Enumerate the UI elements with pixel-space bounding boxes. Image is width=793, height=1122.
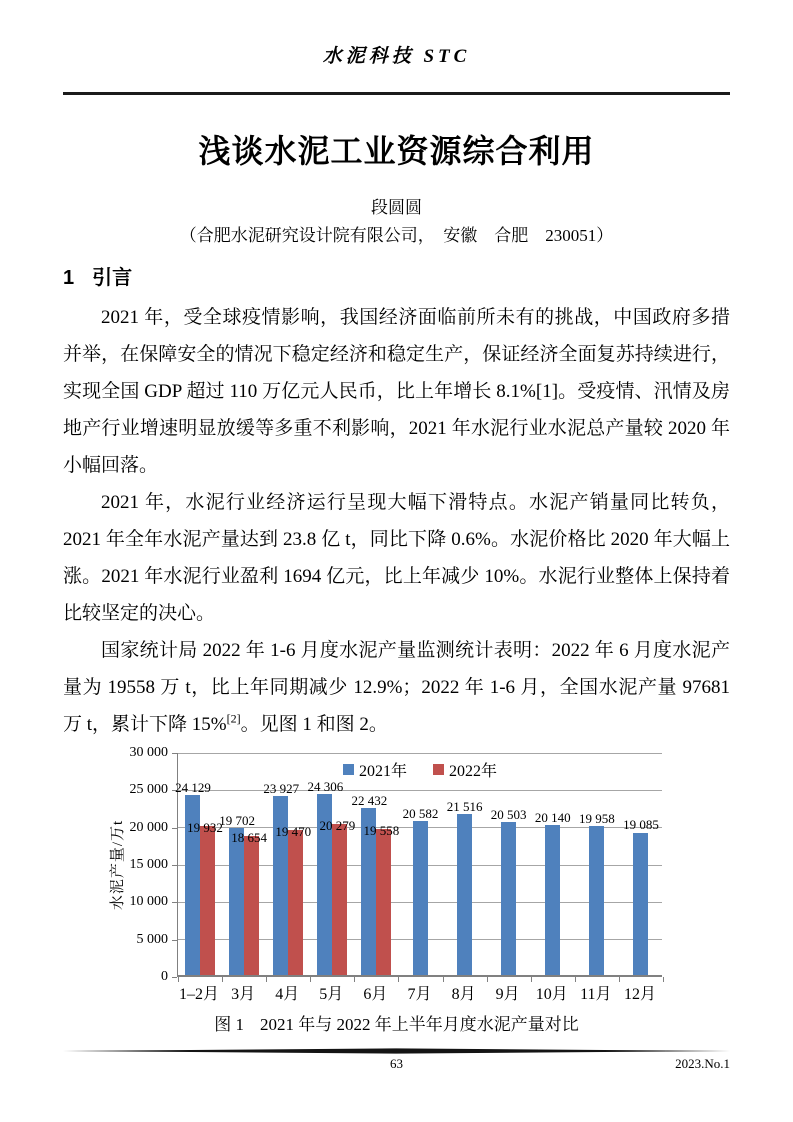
- bar-value-label: 24 129: [175, 779, 211, 795]
- x-tick-mark: [487, 977, 488, 982]
- x-axis-label: 9月: [495, 986, 520, 1003]
- bar-value-label: 20 503: [490, 806, 527, 822]
- bar-value-label: 19 558: [363, 822, 400, 838]
- x-axis-label: 5月: [319, 986, 344, 1003]
- bar-value-label: 20 279: [319, 817, 356, 833]
- bar-2021年-9月: [501, 822, 516, 975]
- bar-2022年-5月: [332, 824, 347, 975]
- x-axis-label: 8月: [451, 986, 476, 1003]
- legend-label-2021: 2021年: [358, 763, 407, 780]
- bar-value-label: 23 927: [263, 781, 300, 797]
- y-tick-mark: [172, 753, 177, 754]
- section-number: 1: [63, 267, 75, 289]
- x-axis-label: 10月: [535, 986, 568, 1003]
- paragraph-2: 2021 年，水泥行业经济运行呈现大幅下滑特点。水泥产销量同比转负，2021 年全年水泥产量达到 23.8 亿 t，同比下降 0.6%。水泥价格比 2020 年大幅上涨。2021 年水泥行业盈利 1694 亿元，比上年减少 10%。水泥行业整体上保持着比较坚定的决心。: [63, 492, 730, 624]
- x-tick-mark: [266, 977, 267, 982]
- figure-caption: [63, 1013, 730, 1037]
- bar-value-label: 20 582: [402, 806, 439, 822]
- author-affiliation: （合肥水泥研究设计院有限公司， 安徽 合肥 230051）: [179, 226, 614, 245]
- bar-2021年-7月: [413, 821, 428, 975]
- bar-2021年-10月: [545, 825, 560, 975]
- y-tick-label: 30 000: [129, 745, 168, 760]
- x-tick-mark: [443, 977, 444, 982]
- bar-value-label: 20 140: [534, 809, 571, 825]
- y-tick-label: 10 000: [129, 894, 168, 910]
- y-axis-label: 水泥产量/万t: [110, 819, 126, 911]
- citation-superscript: [2]: [226, 711, 241, 726]
- journal-title: 水泥科技 STC: [322, 46, 471, 67]
- bar-2021年-11月: [589, 826, 604, 975]
- figure-caption-text: 2021 年与 2022 年上半年月度水泥产量对比: [260, 1015, 579, 1034]
- paragraph-3-text: 国家统计局 2022 年 1-6 月度水泥产量监测统计表明：2022 年 6 月度水泥产量为 19558 万 t，比上年同期减少 12.9%；2022 年 1-6 月，全国水泥产量 97681 万 t，累计下降 15%: [63, 640, 730, 735]
- x-axis-label: 6月: [363, 986, 388, 1003]
- paragraph-3: [63, 632, 730, 743]
- bar-value-label: 19 932: [187, 820, 223, 836]
- header-rule: [63, 92, 730, 95]
- bar-value-label: 21 516: [446, 799, 483, 815]
- x-axis-label: 7月: [407, 986, 432, 1003]
- legend-label-2022: 2022年: [449, 763, 498, 780]
- bar-value-label: 19 958: [578, 810, 615, 826]
- x-tick-mark: [354, 977, 355, 982]
- bar-value-label: 19 470: [275, 823, 312, 839]
- x-tick-mark: [619, 977, 620, 982]
- bar-2022年-1–2月: [200, 826, 215, 975]
- paragraph-1: 2021 年，受全球疫情影响，我国经济面临前所未有的挑战，中国政府多措并举，在保障安全的情况下稳定经济和稳定生产，保证经济全面复苏持续进行，实现全国 GDP 超过 110 万亿元人民币，比上年增长 8.1%[1]。受疫情、汛情及房地产行业增速明显放缓等多重不利影响，2021 年水泥行业水泥总产量较 2020 年小幅回落。: [63, 307, 730, 476]
- paragraph-3-text-end: 。见图 1 和图 2。: [240, 714, 388, 735]
- figure-label: 图 1: [214, 1015, 244, 1034]
- chart-plot-area: [177, 753, 662, 977]
- bar-2022年-6月: [376, 829, 391, 975]
- y-tick-mark: [172, 902, 177, 903]
- footer-divider: [63, 1048, 730, 1054]
- y-tick-label: 0: [161, 969, 168, 984]
- section-title: 引言: [92, 267, 133, 289]
- bar-value-label: 24 306: [307, 778, 344, 794]
- legend-item-2022: [433, 758, 497, 781]
- x-axis-label: 1–2月: [179, 986, 220, 1003]
- y-tick-mark: [172, 977, 177, 978]
- y-tick-label: 15 000: [129, 857, 168, 872]
- bar-2021年-12月: [633, 833, 648, 976]
- bar-2022年-3月: [244, 836, 259, 975]
- bar-2022年-4月: [288, 830, 303, 975]
- x-axis-label: 11月: [580, 986, 612, 1003]
- y-tick-label: 25 000: [129, 782, 168, 798]
- x-axis-label: 12月: [623, 986, 656, 1003]
- page-footer: [63, 1048, 730, 1072]
- bar-2021年-3月: [229, 828, 244, 975]
- footer-row: [63, 1056, 730, 1072]
- bar-2021年-8月: [457, 814, 472, 975]
- figure1-bar-chart: [100, 743, 700, 1007]
- author-name: 段圆圆: [371, 198, 422, 217]
- y-tick-label: 20 000: [129, 819, 168, 835]
- x-tick-mark: [178, 977, 179, 982]
- issue-number: 2023.No.1: [675, 1056, 730, 1071]
- legend-swatch-2022: [433, 764, 444, 775]
- bar-value-label: 19 702: [219, 812, 255, 828]
- gridline: [178, 753, 662, 754]
- article-title: 浅谈水泥工业资源综合利用: [198, 133, 595, 169]
- x-axis-label: 3月: [231, 986, 256, 1003]
- y-tick-mark: [172, 865, 177, 866]
- bar-value-label: 22 432: [351, 792, 388, 808]
- legend-swatch-2021: [343, 764, 354, 775]
- x-tick-mark: [310, 977, 311, 982]
- x-tick-mark: [663, 977, 664, 982]
- x-tick-mark: [398, 977, 399, 982]
- y-tick-mark: [172, 940, 177, 941]
- x-tick-mark: [531, 977, 532, 982]
- bar-value-label: 19 085: [623, 817, 659, 833]
- bar-value-label: 18 654: [231, 829, 267, 845]
- section-heading: [63, 265, 730, 291]
- x-axis-label: 4月: [275, 986, 300, 1003]
- page-number: 63: [390, 1056, 403, 1071]
- chart-legend: [178, 758, 662, 781]
- y-tick-label: 5 000: [136, 931, 168, 947]
- x-tick-mark: [222, 977, 223, 982]
- x-tick-mark: [575, 977, 576, 982]
